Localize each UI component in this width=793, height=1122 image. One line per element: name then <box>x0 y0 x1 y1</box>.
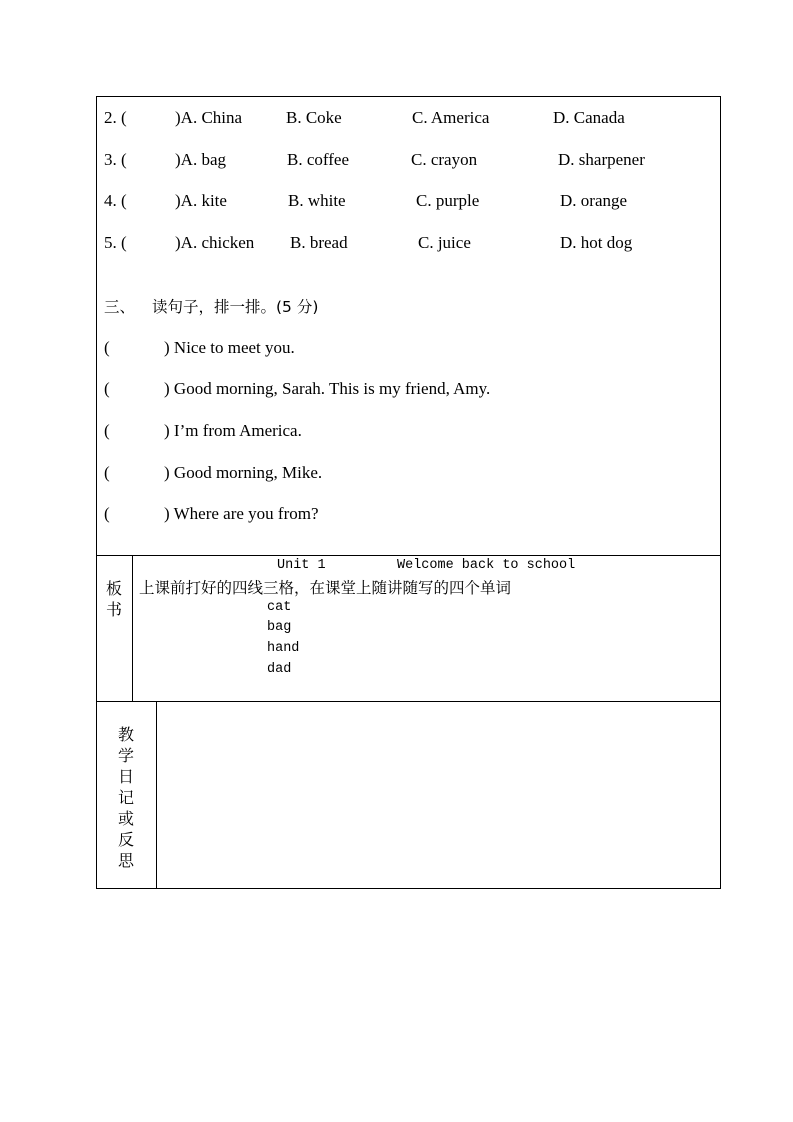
option-d: D. hot dog <box>560 233 633 252</box>
sentence-text: ) Where are you from? <box>164 504 319 523</box>
answer-bracket: ( <box>104 379 110 398</box>
diary-label-char: 或 <box>117 809 134 828</box>
answer-bracket: ( <box>104 421 110 440</box>
blackboard-label-divider <box>132 555 133 701</box>
option-a: )A. kite <box>175 191 227 210</box>
answer-bracket: ( <box>104 463 110 482</box>
option-b: B. coffee <box>287 150 349 169</box>
sentence-text: ) Nice to meet you. <box>164 338 295 357</box>
option-b: B. bread <box>290 233 348 252</box>
unit-label: Unit 1 <box>277 558 326 573</box>
option-c: C. purple <box>416 191 480 210</box>
answer-bracket: ( <box>104 504 110 523</box>
blackboard-word: dad <box>267 662 292 677</box>
sentence-text: ) I’m from America. <box>164 421 302 440</box>
option-a: )A. chicken <box>175 233 255 252</box>
blackboard-word: cat <box>267 600 292 615</box>
option-b: B. Coke <box>286 108 342 127</box>
question-number: 3. ( <box>104 150 127 169</box>
blackboard-note: 上课前打好的四线三格，在课堂上随讲随写的四个单词 <box>139 579 512 597</box>
section-number: 三、 <box>104 298 136 316</box>
question-number: 5. ( <box>104 233 127 252</box>
table-bottom-border <box>96 888 721 889</box>
option-d: D. Canada <box>553 108 625 127</box>
blackboard-label-char: 书 <box>105 600 122 619</box>
option-b: B. white <box>288 191 346 210</box>
section-title: 读句子，排一排。(5 分) <box>152 298 319 316</box>
question-number: 2. ( <box>104 108 127 127</box>
blackboard-word: bag <box>267 620 292 635</box>
diary-content-area[interactable] <box>157 702 720 888</box>
row-divider-blackboard <box>96 555 721 556</box>
table-right-border <box>720 96 721 889</box>
sentence-text: ) Good morning, Mike. <box>164 463 323 482</box>
sentence-text: ) Good morning, Sarah. This is my friend, Amy. <box>164 379 491 398</box>
table-left-border <box>96 96 97 889</box>
answer-bracket: ( <box>104 338 110 357</box>
option-d: D. sharpener <box>558 150 645 169</box>
option-a: )A. bag <box>175 150 226 169</box>
diary-label-char: 日 <box>117 767 134 786</box>
diary-label-char: 反 <box>117 830 134 849</box>
option-a: )A. China <box>175 108 243 127</box>
question-number: 4. ( <box>104 191 127 210</box>
option-d: D. orange <box>560 191 628 210</box>
table-top-border <box>96 96 721 97</box>
diary-label-char: 记 <box>117 788 134 807</box>
diary-label-char: 思 <box>117 851 134 870</box>
option-c: C. America <box>412 108 490 127</box>
blackboard-word: hand <box>267 641 300 656</box>
diary-label-char: 学 <box>117 746 134 765</box>
option-c: C. crayon <box>411 150 478 169</box>
unit-title: Welcome back to school <box>397 558 576 573</box>
diary-label-char: 教 <box>117 725 134 744</box>
option-c: C. juice <box>418 233 471 252</box>
blackboard-label-char: 板 <box>105 579 122 598</box>
